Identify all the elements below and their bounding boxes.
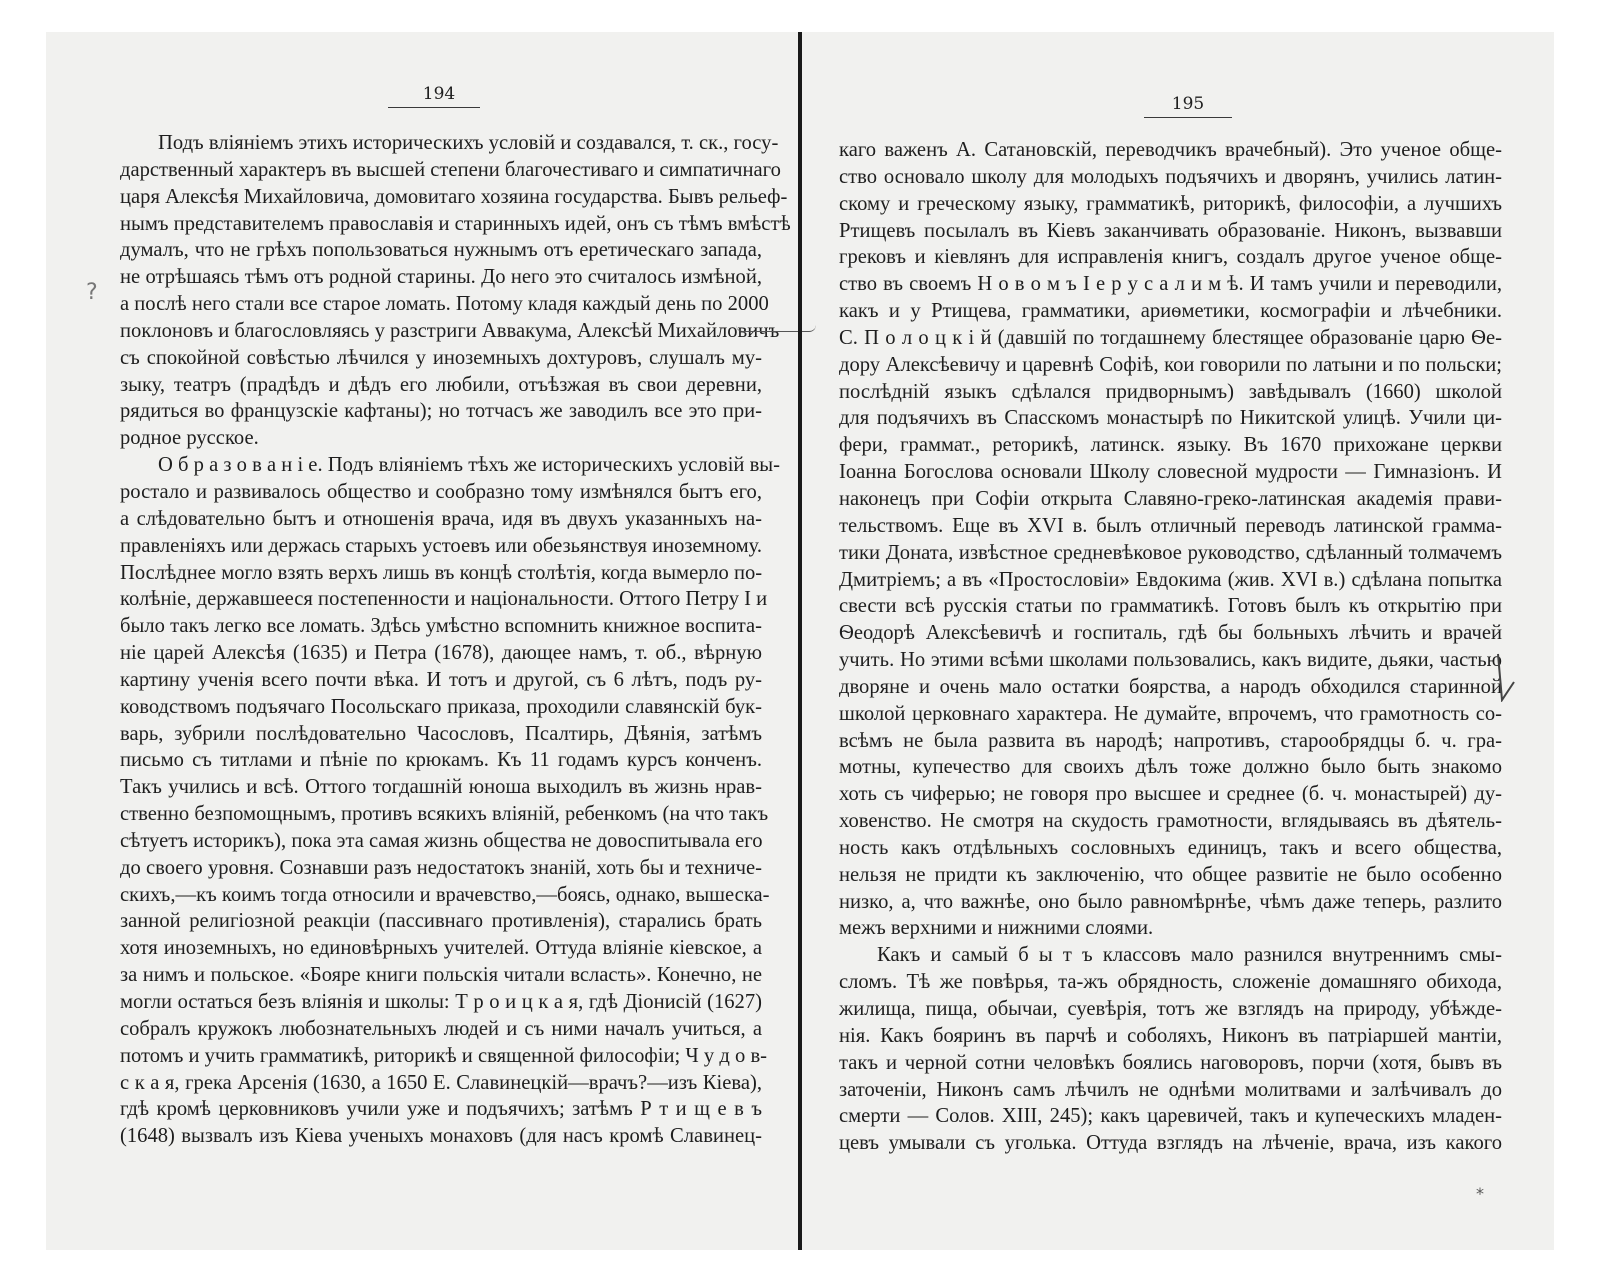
left-page xyxy=(46,32,798,1250)
page-number: 195 xyxy=(1171,94,1205,114)
text-line: сѣтуетъ историкъ), пока эта самая жизнь общества не довоспитывала его xyxy=(120,829,763,852)
text-line: Іоанна Богослова основали Школу словесной мудрости — Гимназіонъ. И xyxy=(839,461,1502,484)
page-text xyxy=(839,137,1502,1157)
text-line: каго важенъ А. Сатановскій, переводчикъ врачебный). Это ученое обще- xyxy=(839,139,1502,161)
page-number-rule xyxy=(1144,117,1232,118)
text-line: межъ верхними и нижними слоями. xyxy=(839,917,1154,940)
text-line: грековъ и кіевлянъ для исправленія книгъ, создалъ другое ученое обще- xyxy=(839,246,1502,269)
text-line: хоть съ чиферью; не говоря про высшее и среднее (б. ч. монастырей) ду- xyxy=(839,783,1502,806)
text-line: правленіяхъ или держась старыхъ устоевъ или обезьянствуя иноземному. xyxy=(120,534,763,557)
text-line: скому и греческому языку, грамматикѣ, риторикѣ, философіи, а лучшихъ xyxy=(839,192,1502,215)
text-line: дору Алексѣевичу и царевнѣ Софіѣ, кои говорили по латыни и по польски; xyxy=(839,353,1502,376)
text-line: послѣдній языкъ сдѣлался придворнымъ) завѣдывалъ (1660) школой xyxy=(839,380,1502,403)
book-scan xyxy=(46,32,1554,1250)
text-line: царя Алексѣя Михайловича, домовитаго хозяина государства. Бывъ рельеф- xyxy=(120,185,788,208)
text-line: думалъ, что не грѣхъ попользоваться нужнымъ отъ еретическаго запада, xyxy=(120,239,762,262)
text-line: фери, граммат., реторикѣ, латинск. языку. Въ 1670 прихожане церкви xyxy=(839,434,1502,457)
text-line: Такъ учились и всѣ. Оттого тогдашній юноша выходилъ въ жизнь нрав- xyxy=(120,776,762,799)
text-line: поклоновъ и благословляясь у разстриги Аввакума, Алексѣй Михайловичъ xyxy=(120,319,780,342)
text-line: наконецъ при Софіи открыта Славяно-греко-латинская академія прави- xyxy=(839,487,1502,510)
text-line: сломъ. Тѣ же повѣрья, та-жъ обрядность, сложеніе домашняго обихода, xyxy=(839,971,1502,994)
text-line: потомъ и учить грамматикѣ, риторикѣ и священной философіи; Ч у д о в- xyxy=(120,1044,768,1067)
text-line: рядиться во французскіе кафтаны); но тотчасъ же заводилъ все это при- xyxy=(120,400,762,423)
text-line: заточеніи, Никонъ самъ лѣчилъ не однѣми молитвами и залѣчивалъ до xyxy=(839,1078,1502,1101)
text-line: могли остаться безъ вліянія и школы: Т р о и ц к а я, гдѣ Діонисій (1627) xyxy=(120,991,762,1013)
text-line: такъ и черной сотни человѣкъ боялись наговоровъ, порчи (хотя, бывъ въ xyxy=(839,1051,1502,1074)
text-line: смерти — Солов. XIII, 245); какъ царевичей, такъ и купеческихъ младен- xyxy=(839,1105,1502,1128)
text-line: было такъ легко все ломать. Здѣсь умѣстно вспомнить книжное воспита- xyxy=(120,615,762,638)
text-line: тельствомъ. Еще въ XVI в. былъ отличный переводъ латинской грамма- xyxy=(839,514,1502,537)
text-line: ховенство. Не смотря на скудость грамотности, вглядываясь въ дѣятель- xyxy=(839,810,1502,833)
page-number: 194 xyxy=(422,84,456,104)
text-line: ность какъ отдѣльныхъ сословныхъ единицъ, такъ и всего общества, xyxy=(839,836,1502,859)
text-line: школой церковнаго характера. Не думайте, впрочемъ, что грамотность со- xyxy=(839,702,1502,725)
text-line: Послѣднее могло взять верхъ лишь въ концѣ столѣтія, когда вымерло по- xyxy=(120,561,763,584)
text-line: Подъ вліяніемъ этихъ историческихъ условій и создавался, т. ск., госу- xyxy=(158,132,779,154)
text-line: дворяне и очень мало остатки боярства, а народъ обходился старинной xyxy=(839,675,1502,698)
text-line: для подъячихъ въ Спасскомъ монастырѣ по Никитской улицѣ. Учили ци- xyxy=(839,407,1502,430)
text-line: какъ и у Ртищева, грамматики, ариѳметики, космографіи и лѣчебники. xyxy=(839,300,1502,323)
text-line: учить. Но этими всѣми школами пользовались, какъ видите, дьяки, частью xyxy=(839,649,1502,672)
text-line: гдѣ кромѣ церковниковъ учили уже и подъячихъ; затѣмъ Р т и щ е в ъ xyxy=(120,1098,762,1121)
text-line: картину ученія всего почти вѣка. И тотъ и другой, съ 6 лѣтъ, подъ ру- xyxy=(120,668,762,691)
text-line: дарственный характеръ въ высшей степени благочестиваго и симпатичнаго xyxy=(120,158,781,181)
text-line: (1648) вызвалъ изъ Кіева ученыхъ монаховъ (для насъ кромѣ Славинец- xyxy=(120,1125,762,1148)
margin-tick-icon xyxy=(1494,652,1516,702)
text-line: свести всѣ русскія статьи по грамматикѣ. Готовъ былъ къ открытію при xyxy=(839,595,1502,618)
text-line: колѣніе, державшееся постепенности и національности. Оттого Петру I и xyxy=(120,588,768,611)
text-line: Ртищевъ посылалъ въ Кіевъ заканчивать образованіе. Никонъ, вызвавши xyxy=(839,219,1502,242)
text-line: съ спокойной совѣстью лѣчился у иноземныхъ дохтуровъ, слушалъ му- xyxy=(120,346,762,369)
text-line: нельзя не придти къ заключенію, что общее развитіе не было особенно xyxy=(839,863,1502,886)
text-line: цевъ умывали съ уголька. Оттуда взглядъ на лѣченіе, врача, изъ какого xyxy=(839,1132,1502,1155)
text-line: ственно безпомощнымъ, противъ всякихъ вліяній, ребенкомъ (на что такъ xyxy=(120,803,769,826)
text-line: а слѣдовательно бытъ и отношенія врача, идя въ двухъ указанныхъ на- xyxy=(120,507,762,530)
footer-asterisk: * xyxy=(1476,1184,1484,1203)
text-line: тики Доната, извѣстное средневѣковое руководство, сдѣланный толмачемъ xyxy=(839,541,1502,564)
text-line: не отрѣшаясь тѣмъ отъ родной старины. До него это считалось измѣной, xyxy=(120,266,762,289)
text-line: ководствомъ подъячаго Посольскаго приказа, проходили славянскій бук- xyxy=(120,695,762,718)
text-line: собралъ кружокъ любознательныхъ людей и съ ними началъ учиться, а xyxy=(120,1017,762,1040)
text-line: ство въ своемъ Н о в о м ъ І е р у с а л и м ѣ. И тамъ учили и переводили, xyxy=(839,273,1502,296)
text-line: родное русское. xyxy=(120,427,259,450)
text-line: мотны, купечество для своихъ дѣлъ тоже должно было быть знакомо xyxy=(839,756,1502,779)
text-line: ростало и развивалось общество и сообразно тому измѣнялся бытъ его, xyxy=(120,480,762,503)
text-line: ство основало школу для молодыхъ подъячихъ и дворянъ, учились латин- xyxy=(839,165,1502,188)
text-line: письмо съ титлами и пѣніе по крюкамъ. Къ 11 годамъ курсъ конченъ. xyxy=(120,749,762,772)
page-number-rule xyxy=(388,107,480,108)
text-line: Какъ и самый б ы т ъ классовъ мало разнился внутреннимъ смы- xyxy=(877,944,1502,967)
text-line: а послѣ него стали все старое ломать. Потому кладя каждый день по 2000 xyxy=(120,293,769,316)
page-text xyxy=(120,130,791,1150)
text-line: всѣмъ не была развита въ народѣ; напротивъ, старообрядцы б. ч. гра- xyxy=(839,729,1502,752)
text-line: нія. Какъ бояринъ въ парчѣ и соболяхъ, Никонъ въ патріаршей мантіи, xyxy=(839,1024,1502,1047)
margin-question-mark: ? xyxy=(86,280,98,305)
text-line: с к а я, грека Арсенія (1630, а 1650 Е. Славинецкій—врачъ?—изъ Кіева), xyxy=(120,1071,762,1094)
text-line: О б р а з о в а н і е. Подъ вліяніемъ тѣхъ же историческихъ условій вы- xyxy=(158,454,781,477)
text-line: Ѳеодорѣ Алексѣевичѣ и госпиталь, гдѣ бы больныхъ лѣчить и врачей xyxy=(839,622,1502,645)
text-line: низко, а, что важнѣе, оно было равномѣрнѣе, чѣмъ даже теперь, разлито xyxy=(839,890,1502,913)
text-line: занной религіозной реакціи (пассивнаго противленія), старались брать xyxy=(120,910,762,933)
text-line: зыку, театръ (прадѣдъ и дѣдъ его любили, отъѣзжая въ свои деревни, xyxy=(120,373,762,396)
text-line: хотя иноземныхъ, но единовѣрныхъ учителей. Оттуда вліяніе кіевское, а xyxy=(120,937,762,960)
text-line: до своего уровня. Сознавши разъ недостатокъ знаній, хоть бы и техниче- xyxy=(120,856,762,879)
text-line: за нимъ и польское. «Бояре книги польскія читали всласть». Конечно, не xyxy=(120,964,762,987)
text-line: скихъ,—къ коимъ тогда относили и врачевство,—боясь, однако, вышеска- xyxy=(120,883,770,906)
text-line: варь, зубрили послѣдовательно Часословъ, Псалтирь, Дѣянія, затѣмъ xyxy=(120,722,762,745)
text-line: Дмитріемъ; а въ «Простословіи» Евдокима (жив. XVI в.) сдѣлана попытка xyxy=(839,568,1502,591)
right-page xyxy=(802,32,1554,1250)
text-line: ніе царей Алексѣя (1635) и Петра (1678), дающее намъ, т. об., вѣрную xyxy=(120,642,762,665)
text-line: С. П о л о ц к і й (давшій по тогдашнему блестящее образованіе царю Ѳе- xyxy=(839,326,1502,349)
text-line: нымъ представителемъ православія и старинныхъ идей, онъ съ тѣмъ вмѣстѣ xyxy=(120,212,791,235)
text-line: жилища, пища, обычаи, суевѣрія, тотъ же взглядъ на природу, убѣжде- xyxy=(839,998,1502,1020)
